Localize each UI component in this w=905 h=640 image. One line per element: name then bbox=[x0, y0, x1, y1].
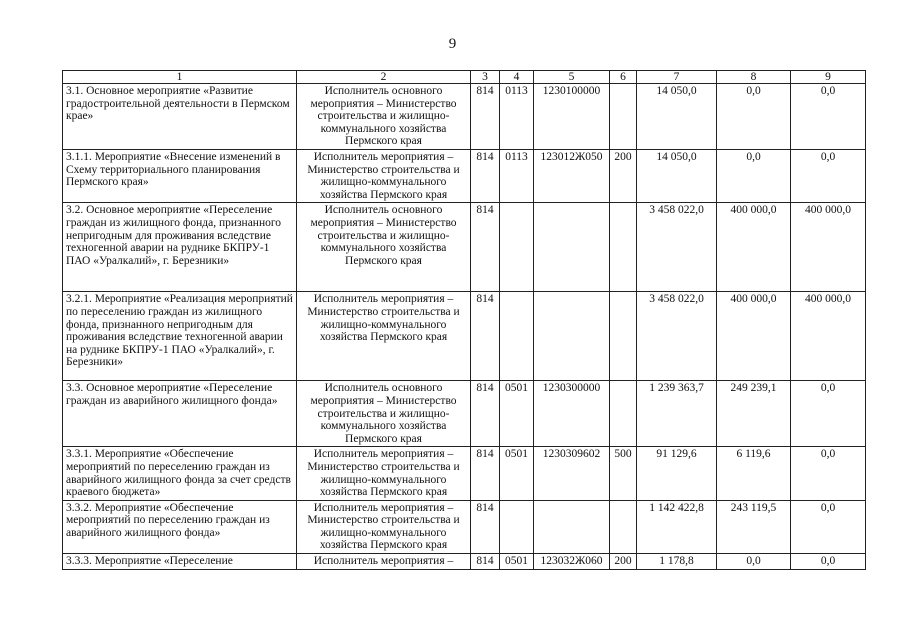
activity-name-cell: 3.3.2. Мероприятие «Обеспечение мероприятий по переселению граждан из аварийного жилищного фонда» bbox=[63, 500, 297, 553]
amount-cell: 1 178,8 bbox=[637, 554, 717, 570]
code-cell: 0501 bbox=[500, 447, 534, 500]
header-cell: 5 bbox=[534, 71, 610, 84]
amount-cell: 0,0 bbox=[717, 84, 791, 150]
code-cell bbox=[500, 292, 534, 381]
executor-cell: Исполнитель мероприятия – bbox=[297, 554, 471, 570]
amount-cell: 243 119,5 bbox=[717, 500, 791, 553]
amount-cell: 249 239,1 bbox=[717, 381, 791, 447]
code-cell: 814 bbox=[471, 381, 500, 447]
table-row bbox=[63, 500, 866, 553]
budget-table bbox=[62, 70, 866, 570]
amount-cell: 0,0 bbox=[791, 149, 866, 202]
amount-cell: 1 239 363,7 bbox=[637, 381, 717, 447]
activity-name-cell: 3.3. Основное мероприятие «Переселение граждан из аварийного жилищного фонда» bbox=[63, 381, 297, 447]
page-number: 9 bbox=[448, 36, 457, 52]
code-cell bbox=[500, 500, 534, 553]
amount-cell: 400 000,0 bbox=[791, 292, 866, 381]
code-cell: 814 bbox=[471, 447, 500, 500]
code-cell: 123012Ж050 bbox=[534, 149, 610, 202]
code-cell: 1230100000 bbox=[534, 84, 610, 150]
executor-cell: Исполнитель мероприятия – Министерство строительства и жилищно-коммунального хозяйства Пермского края bbox=[297, 149, 471, 202]
amount-cell: 0,0 bbox=[717, 554, 791, 570]
code-cell: 0113 bbox=[500, 84, 534, 150]
code-cell bbox=[500, 203, 534, 292]
amount-cell: 400 000,0 bbox=[717, 292, 791, 381]
amount-cell: 91 129,6 bbox=[637, 447, 717, 500]
amount-cell: 1 142 422,8 bbox=[637, 500, 717, 553]
executor-cell: Исполнитель мероприятия – Министерство строительства и жилищно-коммунального хозяйства Пермского края bbox=[297, 500, 471, 553]
table-row bbox=[63, 149, 866, 202]
code-cell: 1230300000 bbox=[534, 381, 610, 447]
executor-cell: Исполнитель мероприятия – Министерство строительства и жилищно-коммунального хозяйства Пермского края bbox=[297, 292, 471, 381]
code-cell bbox=[534, 500, 610, 553]
amount-cell: 0,0 bbox=[791, 381, 866, 447]
header-cell: 4 bbox=[500, 71, 534, 84]
activity-name-cell: 3.3.1. Мероприятие «Обеспечение мероприятий по переселению граждан из аварийного жилищного фонда за счет средств краевого бюджета» bbox=[63, 447, 297, 500]
header-cell: 6 bbox=[610, 71, 637, 84]
table-row bbox=[63, 203, 866, 292]
amount-cell: 400 000,0 bbox=[717, 203, 791, 292]
amount-cell: 0,0 bbox=[791, 554, 866, 570]
amount-cell: 6 119,6 bbox=[717, 447, 791, 500]
table-header-row bbox=[63, 71, 866, 84]
executor-cell: Исполнитель основного мероприятия – Министерство строительства и жилищно-коммунального хозяйства Пермского края bbox=[297, 84, 471, 150]
code-cell bbox=[610, 203, 637, 292]
header-cell: 7 bbox=[637, 71, 717, 84]
code-cell: 814 bbox=[471, 500, 500, 553]
code-cell: 500 bbox=[610, 447, 637, 500]
executor-cell: Исполнитель основного мероприятия – Министерство строительства и жилищно-коммунального хозяйства Пермского края bbox=[297, 203, 471, 292]
executor-cell: Исполнитель основного мероприятия – Министерство строительства и жилищно-коммунального хозяйства Пермского края bbox=[297, 381, 471, 447]
table-row bbox=[63, 447, 866, 500]
code-cell bbox=[610, 381, 637, 447]
code-cell: 123032Ж060 bbox=[534, 554, 610, 570]
executor-cell: Исполнитель мероприятия – Министерство строительства и жилищно-коммунального хозяйства Пермского края bbox=[297, 447, 471, 500]
header-cell: 2 bbox=[297, 71, 471, 84]
code-cell: 200 bbox=[610, 554, 637, 570]
amount-cell: 0,0 bbox=[791, 447, 866, 500]
code-cell: 814 bbox=[471, 84, 500, 150]
code-cell: 814 bbox=[471, 292, 500, 381]
code-cell bbox=[610, 292, 637, 381]
code-cell: 0501 bbox=[500, 381, 534, 447]
code-cell: 0113 bbox=[500, 149, 534, 202]
activity-name-cell: 3.2.1. Мероприятие «Реализация мероприятий по переселению граждан из жилищного фонда, признанного непригодным для проживания вследствие техногенной аварии на руднике БКПРУ-1 ПАО «Уралкалий», г. Березники» bbox=[63, 292, 297, 381]
table-row bbox=[63, 554, 866, 570]
activity-name-cell: 3.1. Основное мероприятие «Развитие градостроительной деятельности в Пермском крае» bbox=[63, 84, 297, 150]
activity-name-cell: 3.2. Основное мероприятие «Переселение граждан из жилищного фонда, признанного непригодным для проживания вследствие техногенной аварии на руднике БКПРУ-1 ПАО «Уралкалий», г. Березники» bbox=[63, 203, 297, 292]
code-cell bbox=[534, 292, 610, 381]
amount-cell: 14 050,0 bbox=[637, 149, 717, 202]
amount-cell: 0,0 bbox=[791, 500, 866, 553]
code-cell: 814 bbox=[471, 149, 500, 202]
table-row bbox=[63, 381, 866, 447]
table-row bbox=[63, 84, 866, 150]
activity-name-cell: 3.3.3. Мероприятие «Переселение bbox=[63, 554, 297, 570]
code-cell: 200 bbox=[610, 149, 637, 202]
amount-cell: 0,0 bbox=[791, 84, 866, 150]
code-cell: 814 bbox=[471, 554, 500, 570]
code-cell: 0501 bbox=[500, 554, 534, 570]
amount-cell: 400 000,0 bbox=[791, 203, 866, 292]
table-row bbox=[63, 292, 866, 381]
code-cell bbox=[610, 84, 637, 150]
header-cell: 1 bbox=[63, 71, 297, 84]
activity-name-cell: 3.1.1. Мероприятие «Внесение изменений в Схему территориального планирования Пермского края» bbox=[63, 149, 297, 202]
code-cell bbox=[610, 500, 637, 553]
header-cell: 8 bbox=[717, 71, 791, 84]
amount-cell: 3 458 022,0 bbox=[637, 292, 717, 381]
amount-cell: 0,0 bbox=[717, 149, 791, 202]
amount-cell: 14 050,0 bbox=[637, 84, 717, 150]
code-cell: 1230309602 bbox=[534, 447, 610, 500]
amount-cell: 3 458 022,0 bbox=[637, 203, 717, 292]
code-cell: 814 bbox=[471, 203, 500, 292]
header-cell: 9 bbox=[791, 71, 866, 84]
header-cell: 3 bbox=[471, 71, 500, 84]
code-cell bbox=[534, 203, 610, 292]
